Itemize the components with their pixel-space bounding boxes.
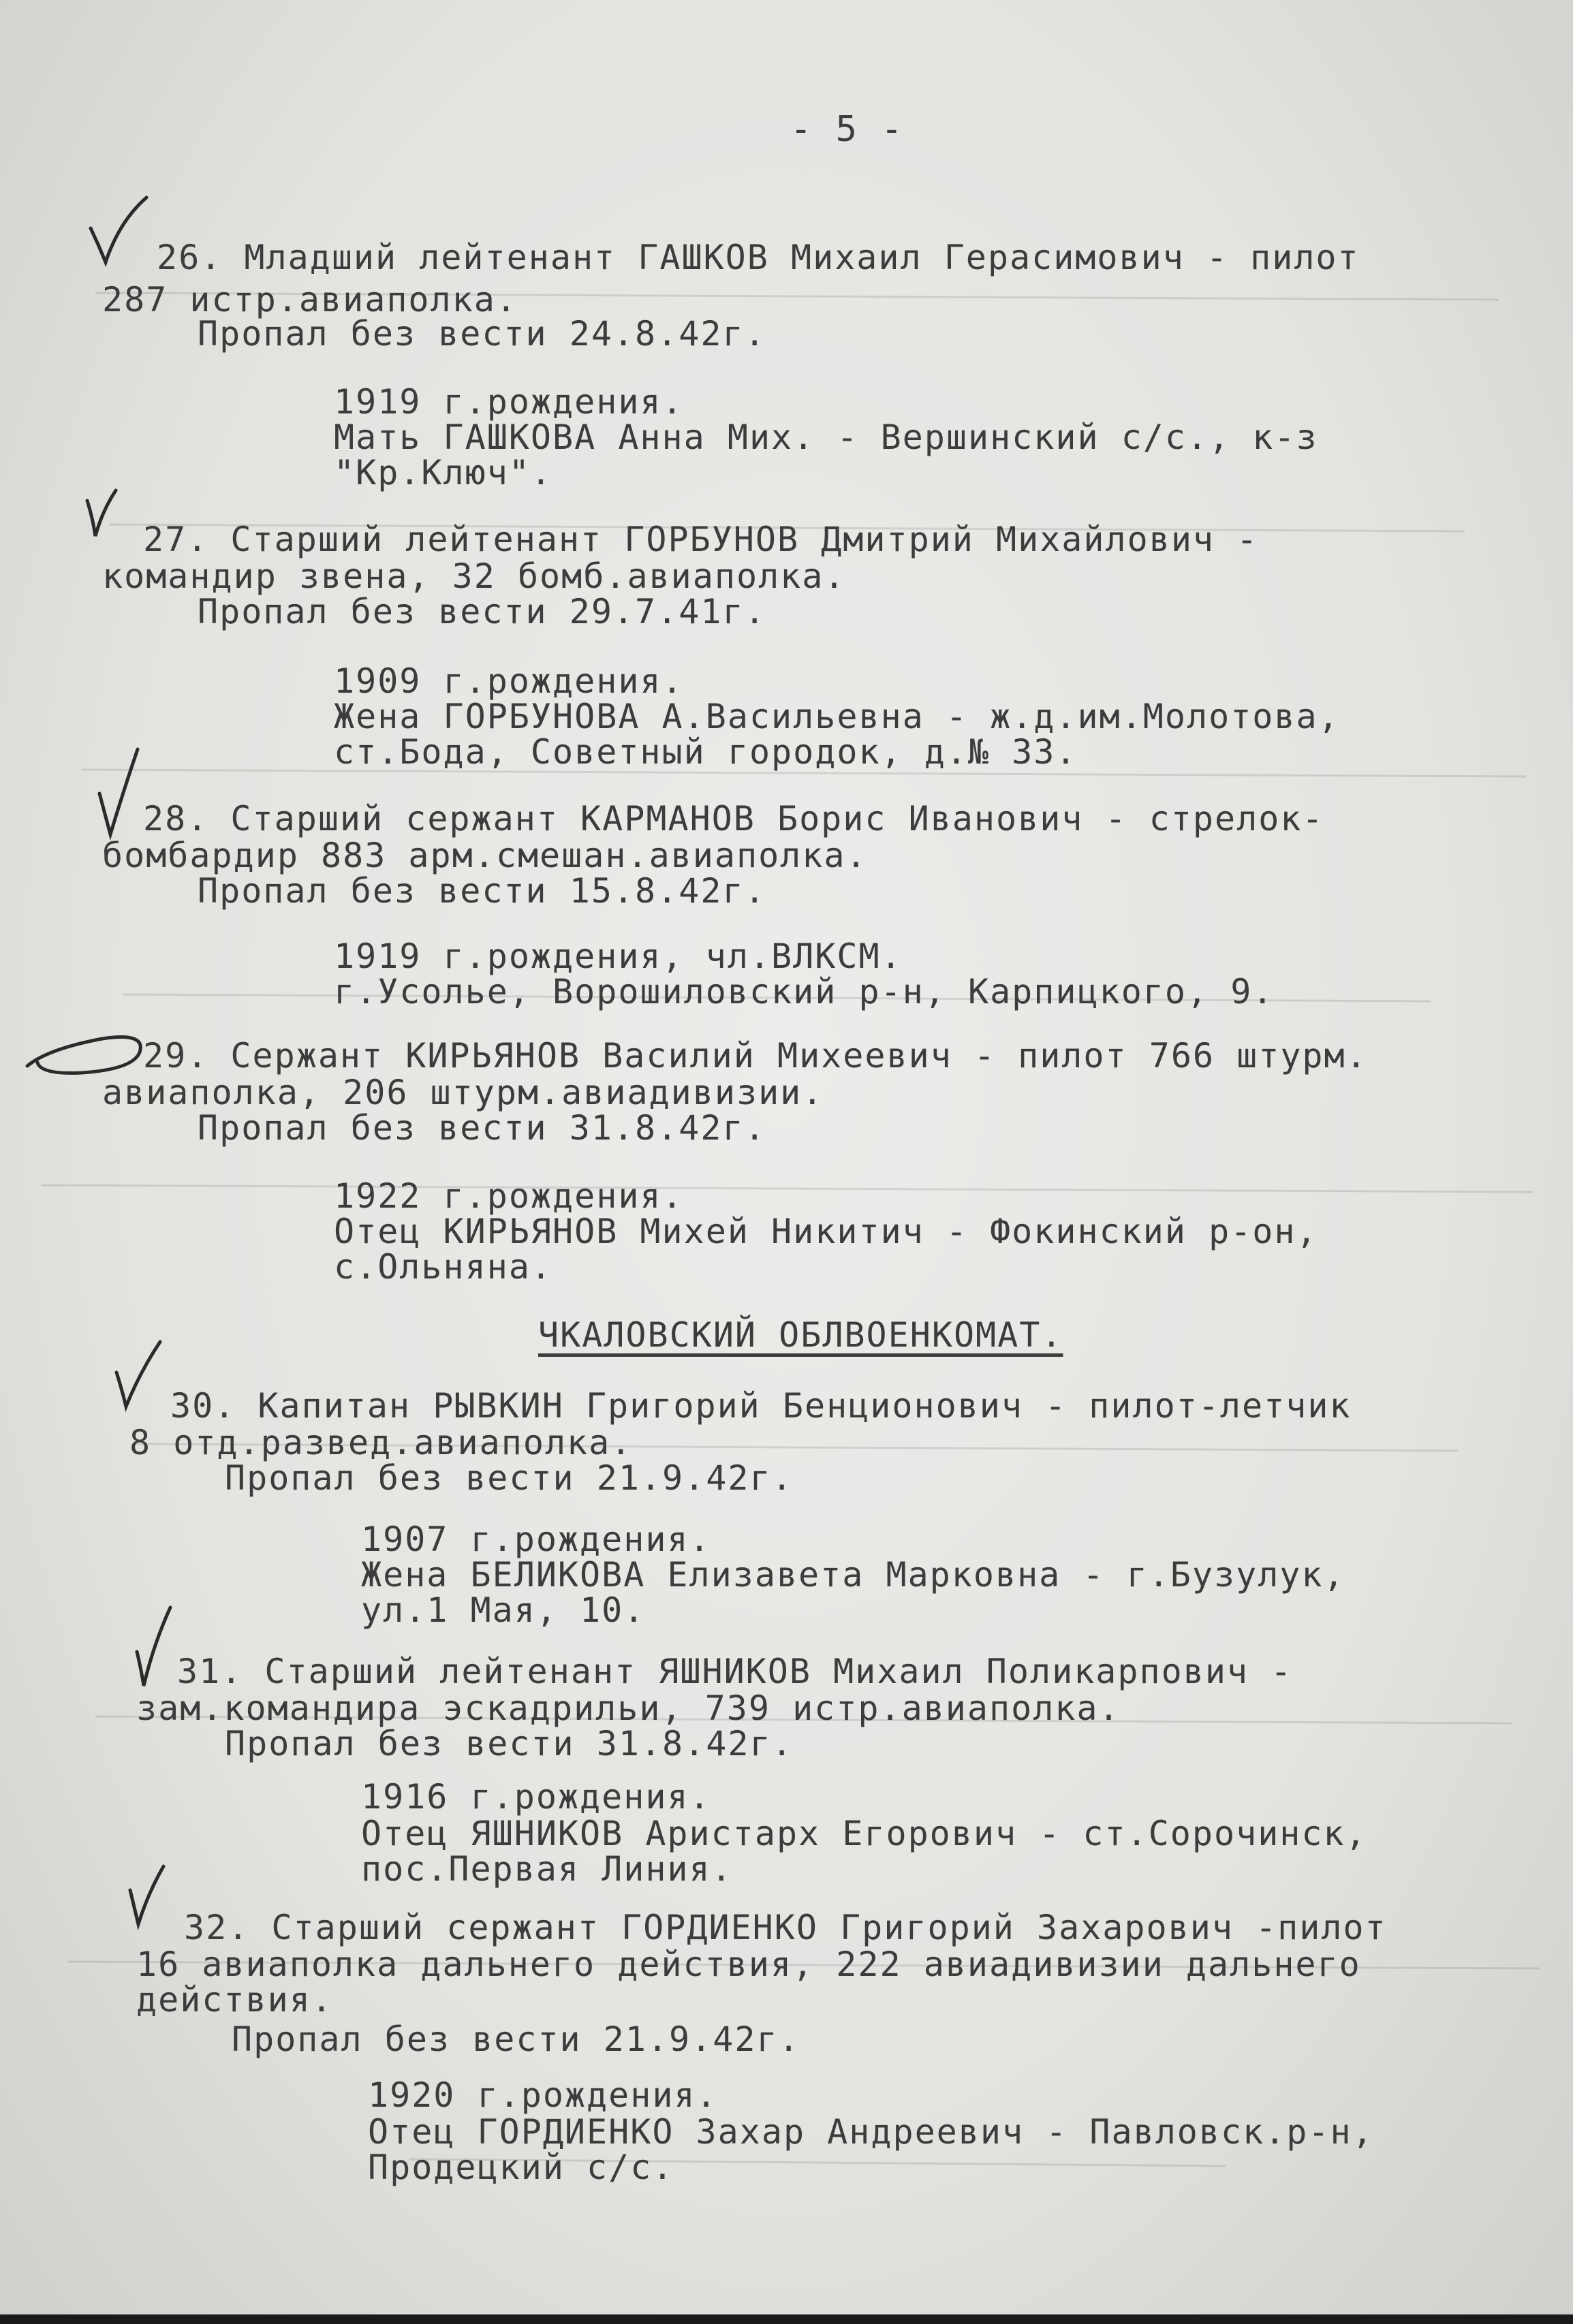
check-mark-32-icon: [126, 1863, 174, 1931]
page-number: - 5 -: [790, 109, 904, 150]
entry-28-line-2: бомбардир 883 арм.смешан.авиаполка.: [102, 836, 868, 875]
entry-32-line-1: 32. Старший сержант ГОРДИЕНКО Григорий Захарович -пилот: [184, 1908, 1387, 1947]
check-mark-31-icon: [133, 1604, 181, 1693]
entry-32-birth: 1920 г.рождения.: [368, 2075, 718, 2115]
entry-27-address: ст.Бода, Советный городок, д.№ 33.: [334, 732, 1078, 772]
entry-26-address: "Кр.Ключ".: [334, 453, 553, 492]
entry-29-relative: Отец КИРЬЯНОВ Михей Никитич - Фокинский р-он,: [334, 1212, 1318, 1251]
entry-26-missing: Пропал без вести 24.8.42г.: [198, 314, 766, 354]
check-mark-27-icon: [82, 487, 123, 541]
entry-32-line-3: действия.: [136, 1980, 333, 2020]
entry-30-missing: Пропал без вести 21.9.42г.: [225, 1458, 794, 1498]
entry-29-birth: 1922 г.рождения.: [334, 1176, 684, 1216]
entry-28-birth: 1919 г.рождения, чл.ВЛКСМ.: [334, 937, 903, 976]
entry-32-relative: Отец ГОРДИЕНКО Захар Андреевич - Павловск.р-н,: [368, 2112, 1374, 2152]
entry-27-line-2: командир звена, 32 бомб.авиаполка.: [102, 556, 846, 596]
entry-26-relative: Мать ГАШКОВА Анна Мих. - Вершинский с/с., к-з: [334, 418, 1318, 457]
entry-30-relative: Жена БЕЛИКОВА Елизавета Марковна - г.Бузулук,: [361, 1555, 1345, 1595]
entry-31-address: пос.Первая Линия.: [361, 1849, 733, 1889]
check-mark-30-icon: [112, 1338, 167, 1413]
entry-30-line-2: 8 отд.развед.авиаполка.: [129, 1423, 633, 1462]
entry-26-birth: 1919 г.рождения.: [334, 382, 684, 422]
entry-27-birth: 1909 г.рождения.: [334, 661, 684, 701]
check-mark-28-icon: [95, 746, 150, 841]
entry-28-missing: Пропал без вести 15.8.42г.: [198, 871, 766, 911]
entry-31-line-2: зам.командира эскадрильи, 739 истр.авиаполка.: [136, 1689, 1121, 1728]
entry-32-missing: Пропал без вести 21.9.42г.: [232, 2020, 800, 2059]
entry-31-relative: Отец ЯШНИКОВ Аристарх Егорович - ст.Сорочинск,: [361, 1814, 1367, 1853]
entry-28-address: г.Усолье, Ворошиловский р-н, Карпицкого, 9.: [334, 972, 1275, 1011]
entry-31-missing: Пропал без вести 31.8.42г.: [225, 1724, 794, 1763]
entry-29-line-2: авиаполка, 206 штурм.авиадивизии.: [102, 1073, 824, 1112]
entry-27-relative: Жена ГОРБУНОВА А.Васильевна - ж.д.им.Молотова,: [334, 697, 1340, 736]
section-heading: ЧКАЛОВСКИЙ ОБЛВОЕНКОМАТ.: [538, 1315, 1063, 1355]
scan-bottom-edge: [0, 2314, 1573, 2324]
entry-27-missing: Пропал без вести 29.7.41г.: [198, 592, 766, 631]
entry-27-line-1: 27. Старший лейтенант ГОРБУНОВ Дмитрий Михайлович -: [143, 520, 1259, 559]
entry-32-address: Продецкий с/с.: [368, 2148, 674, 2187]
entry-28-line-1: 28. Старший сержант КАРМАНОВ Борис Иванович - стрелок-: [143, 799, 1324, 838]
entry-30-birth: 1907 г.рождения.: [361, 1520, 711, 1559]
entry-32-line-2: 16 авиаполка дальнего действия, 222 авиадивизии дальнего: [136, 1945, 1361, 1984]
entry-29-line-1: 29. Сержант КИРЬЯНОВ Василий Михеевич - пилот 766 штурм.: [143, 1036, 1368, 1075]
entry-26-line-1: 26. Младший лейтенант ГАШКОВ Михаил Герасимович - пилот: [157, 238, 1360, 277]
entry-29-address: с.Ольняна.: [334, 1247, 553, 1287]
entry-26-line-2: 287 истр.авиаполка.: [102, 280, 518, 319]
entry-31-line-1: 31. Старший лейтенант ЯШНИКОВ Михаил Поликарпович -: [177, 1652, 1293, 1691]
check-mark-26-icon: [85, 194, 153, 269]
entry-30-line-1: 30. Капитан РЫВКИН Григорий Бенционович - пилот-летчик: [170, 1386, 1352, 1426]
entry-31-birth: 1916 г.рождения.: [361, 1777, 711, 1817]
entry-30-address: ул.1 Мая, 10.: [361, 1590, 646, 1630]
entry-29-missing: Пропал без вести 31.8.42г.: [198, 1108, 766, 1148]
